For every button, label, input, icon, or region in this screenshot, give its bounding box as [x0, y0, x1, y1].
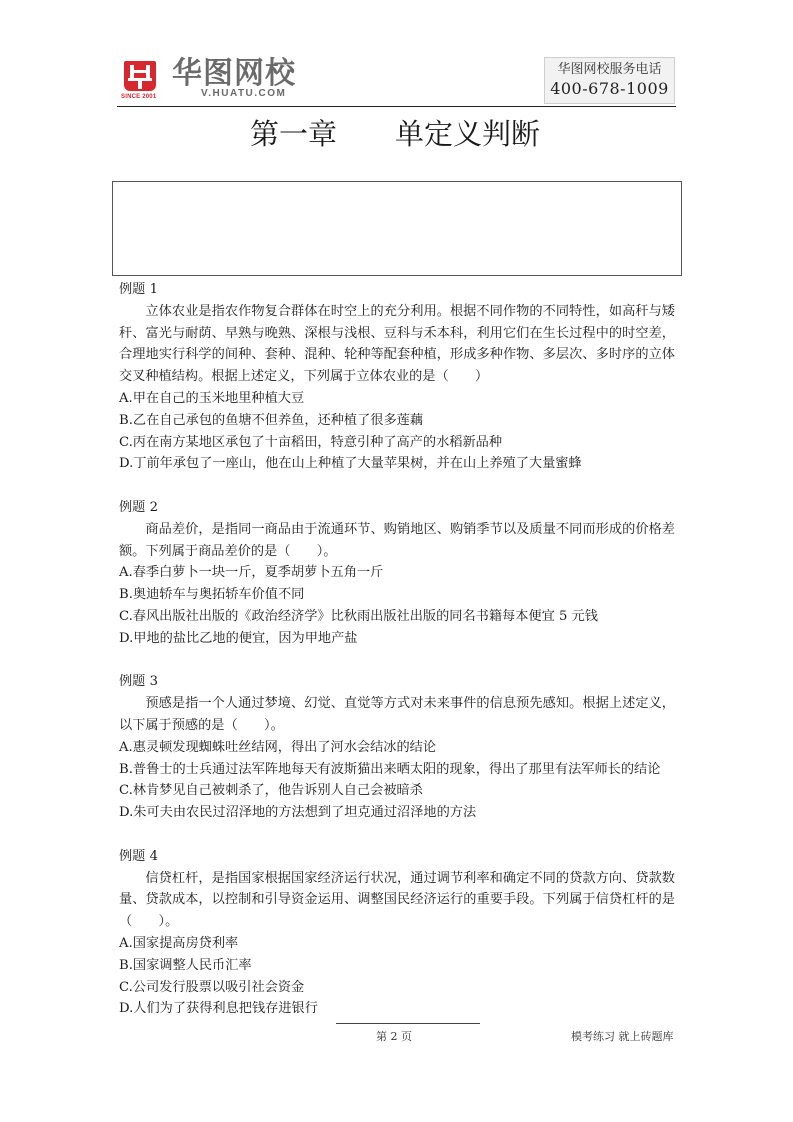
- option-b: B.奥迪轿车与奥拓轿车价值不同: [119, 587, 305, 603]
- option-a: A.甲在自己的玉米地里种植大豆: [119, 390, 305, 406]
- question-stem: 信贷杠杆，是指国家根据国家经济运行状况，通过调节利率和确定不同的贷款方向、贷款数量、贷款成本，以控制和引导资金运用、调整国民经济运行的重要手段。下列属于信贷杠杆的是（ ）。: [119, 870, 675, 930]
- question-3: [119, 671, 675, 824]
- option-a: A.国家提高房贷利率: [119, 935, 239, 951]
- question-1: [119, 279, 675, 475]
- huatu-logo-icon: [124, 61, 156, 91]
- hotline-box: [544, 57, 675, 104]
- empty-frame: [112, 181, 682, 276]
- question-stem: 商品差价，是指同一商品由于流通环节、购销地区、购销季节以及质量不同而形成的价格差额。下列属于商品差价的是（ ）。: [119, 521, 675, 559]
- question-title: 例题 3: [119, 674, 158, 690]
- question-stem: 预感是指一个人通过梦境、幻觉、直觉等方式对未来事件的信息预先感知。根据上述定义，以下属于预感的是（ ）。: [119, 696, 675, 733]
- option-a: A.惠灵顿发现蜘蛛吐丝结网，得出了河水会结冰的结论: [119, 739, 437, 755]
- option-d: D.朱可夫由农民过沼泽地的方法想到了坦克通过沼泽地的方法: [119, 805, 477, 821]
- logo-brand-name: 华图网校: [172, 57, 296, 90]
- option-d: D.丁前年承包了一座山，他在山上种植了大量苹果树，并在山上养殖了大量蜜蜂: [119, 456, 582, 472]
- option-c: C.公司发行股票以吸引社会资金: [119, 979, 305, 995]
- page-number: 第 2 页: [376, 1030, 412, 1043]
- option-b: B.国家调整人民币汇率: [119, 957, 252, 973]
- question-title: 例题 1: [119, 282, 158, 297]
- question-title: 例题 4: [119, 848, 158, 864]
- logo-brand-url: V.HUATU.COM: [201, 88, 287, 99]
- question-title: 例题 2: [119, 499, 158, 515]
- option-d: D.人们为了获得利息把钱存进银行: [119, 1001, 318, 1017]
- logo-since-text: SINCE 2001: [121, 94, 157, 100]
- option-d: D.甲地的盐比乙地的便宜，因为甲地产盐: [119, 630, 358, 646]
- questions-content: [119, 279, 675, 1042]
- option-c: C.春风出版社出版的《政治经济学》比秋雨出版社出版的同名书籍每本便宜 5 元钱: [119, 608, 598, 624]
- header-divider: [117, 106, 676, 107]
- hotline-label: 华图网校服务电话: [557, 62, 662, 77]
- chapter-title: 第一章 单定义判断: [250, 117, 541, 151]
- footer-divider: [336, 1023, 480, 1024]
- hotline-number: 400-678-1009: [550, 79, 669, 98]
- question-2: [119, 497, 675, 650]
- option-a: A.春季白萝卜一块一斤，夏季胡萝卜五角一斤: [119, 565, 384, 581]
- option-b: B.乙在自己承包的鱼塘不但养鱼，还种植了很多莲藕: [119, 412, 424, 428]
- question-4: [119, 846, 675, 1020]
- option-c: C.丙在南方某地区承包了十亩稻田，特意引种了高产的水稻新品种: [119, 434, 503, 450]
- option-c: C.林肯梦见自己被刺杀了，他告诉别人自己会被暗杀: [119, 783, 423, 799]
- question-stem: 立体农业是指农作物复合群体在时空上的充分利用。根据不同作物的不同特性，如高秆与矮秆、富光与耐荫、早熟与晚熟、深根与浅根、豆科与禾本科，利用它们在生长过程中的时空差，合理地实行科学的间种、套种、混种、轮种等配套种植，形成多种作物、多层次、多时序的立体交叉种植结构。根据上述定义，下列属于立体农业的是（ ）: [119, 303, 675, 385]
- footer-slogan: 模考练习 就上砖题库: [571, 1030, 674, 1043]
- option-b: B.普鲁士的士兵通过法军阵地每天有波斯猫出来晒太阳的现象，得出了那里有法军师长的结论: [119, 761, 661, 777]
